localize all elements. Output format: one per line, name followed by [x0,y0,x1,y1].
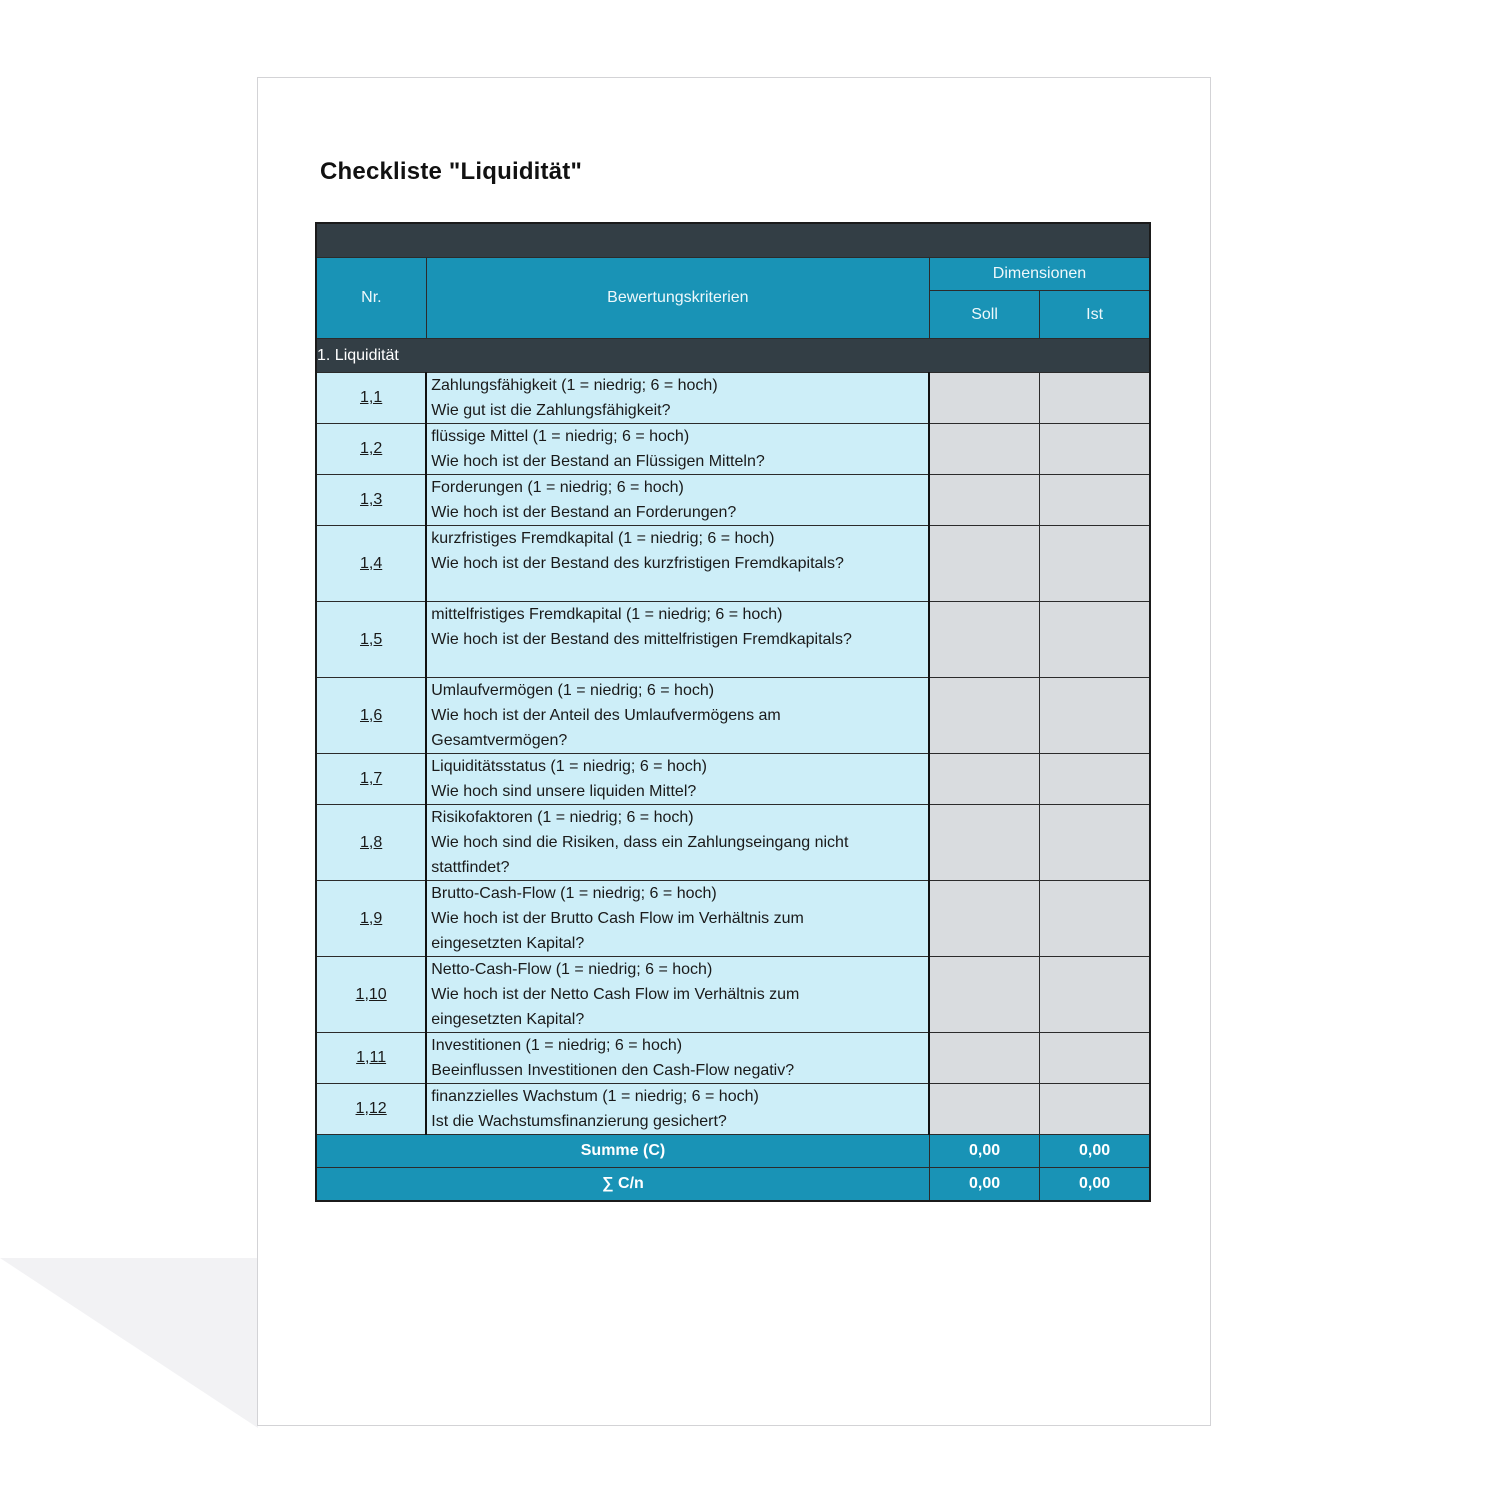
section-row [316,339,1150,373]
ist-input-cell[interactable] [1040,805,1150,881]
table-row [316,678,1150,754]
sum-label: Summe (C) [316,1135,929,1168]
criteria-question: Wie hoch ist der Netto Cash Flow im Verhältnis zum [431,986,800,1003]
header-criteria: Bewertungskriterien [426,258,929,339]
ist-input-cell[interactable] [1040,678,1150,754]
table-row [316,805,1150,881]
criteria-question: eingesetzten Kapital? [431,1011,585,1028]
criteria-title: finanzzielles Wachstum (1 = niedrig; 6 = hoch) [431,1088,759,1105]
ist-input-cell[interactable] [1040,475,1150,526]
row-number-link[interactable]: 1,1 [316,373,426,424]
criteria-question: Gesamtvermögen? [431,732,568,749]
ist-input-cell[interactable] [1040,957,1150,1033]
row-number-link[interactable]: 1,3 [316,475,426,526]
average-label: ∑ C/n [316,1168,929,1202]
criteria-cell [426,754,929,805]
row-number-link[interactable]: 1,10 [316,957,426,1033]
ist-input-cell[interactable] [1040,526,1150,602]
header-soll: Soll [929,291,1039,339]
criteria-cell [426,1084,929,1135]
row-number-link[interactable]: 1,12 [316,1084,426,1135]
criteria-question: Wie hoch ist der Bestand des mittelfristigen Fremdkapitals? [431,631,852,648]
table-row [316,957,1150,1033]
average-row [316,1168,1150,1202]
criteria-question: stattfindet? [431,859,510,876]
criteria-title: Umlaufvermögen (1 = niedrig; 6 = hoch) [431,682,715,699]
soll-input-cell[interactable] [929,805,1039,881]
criteria-title: Risikofaktoren (1 = niedrig; 6 = hoch) [431,809,694,826]
ist-input-cell[interactable] [1040,424,1150,475]
header-nr: Nr. [316,258,426,339]
soll-input-cell[interactable] [929,754,1039,805]
soll-input-cell[interactable] [929,373,1039,424]
criteria-title: mittelfristiges Fremdkapital (1 = niedrig; 6 = hoch) [431,606,783,623]
criteria-cell [426,881,929,957]
criteria-title: flüssige Mittel (1 = niedrig; 6 = hoch) [431,428,690,445]
ist-input-cell[interactable] [1040,881,1150,957]
table-row [316,881,1150,957]
criteria-cell [426,1033,929,1084]
criteria-question: eingesetzten Kapital? [431,935,585,952]
criteria-title: Investitionen (1 = niedrig; 6 = hoch) [431,1037,683,1054]
criteria-question: Wie hoch ist der Bestand an Forderungen? [431,504,737,521]
table-row [316,475,1150,526]
row-number-link[interactable]: 1,2 [316,424,426,475]
checklist-table [315,222,1151,1202]
ist-input-cell[interactable] [1040,1033,1150,1084]
row-number-link[interactable]: 1,6 [316,678,426,754]
criteria-question: Wie hoch sind unsere liquiden Mittel? [431,783,697,800]
ist-input-cell[interactable] [1040,602,1150,678]
page-shadow [0,1258,258,1428]
soll-input-cell[interactable] [929,424,1039,475]
row-number-link[interactable]: 1,9 [316,881,426,957]
criteria-title: Brutto-Cash-Flow (1 = niedrig; 6 = hoch) [431,885,717,902]
criteria-question: Wie hoch ist der Bestand des kurzfristigen Fremdkapitals? [431,555,844,572]
header-dimensions: Dimensionen [929,258,1150,291]
table-row [316,424,1150,475]
sum-ist-value: 0,00 [1040,1135,1150,1168]
table-row [316,602,1150,678]
table-row [316,526,1150,602]
criteria-cell [426,475,929,526]
soll-input-cell[interactable] [929,957,1039,1033]
row-number-link[interactable]: 1,7 [316,754,426,805]
soll-input-cell[interactable] [929,1084,1039,1135]
soll-input-cell[interactable] [929,526,1039,602]
criteria-title: Forderungen (1 = niedrig; 6 = hoch) [431,479,684,496]
table-top-bar [316,223,1150,258]
criteria-cell [426,602,929,678]
criteria-question: Wie hoch sind die Risiken, dass ein Zahlungseingang nicht [431,834,849,851]
table-row [316,754,1150,805]
criteria-question: Beeinflussen Investitionen den Cash-Flow negativ? [431,1062,795,1079]
criteria-cell [426,424,929,475]
criteria-cell [426,957,929,1033]
criteria-title: kurzfristiges Fremdkapital (1 = niedrig; 6 = hoch) [431,530,775,547]
criteria-title: Zahlungsfähigkeit (1 = niedrig; 6 = hoch) [431,377,718,394]
average-soll-value: 0,00 [929,1168,1039,1202]
sum-soll-value: 0,00 [929,1135,1039,1168]
average-ist-value: 0,00 [1040,1168,1150,1202]
soll-input-cell[interactable] [929,475,1039,526]
criteria-cell [426,805,929,881]
row-number-link[interactable]: 1,8 [316,805,426,881]
ist-input-cell[interactable] [1040,373,1150,424]
page-title: Checkliste "Liquidität" [320,158,583,185]
table-row [316,373,1150,424]
soll-input-cell[interactable] [929,881,1039,957]
soll-input-cell[interactable] [929,1033,1039,1084]
criteria-question: Wie hoch ist der Brutto Cash Flow im Verhältnis zum [431,910,804,927]
header-ist: Ist [1040,291,1150,339]
table-row [316,1084,1150,1135]
criteria-question: Wie hoch ist der Bestand an Flüssigen Mitteln? [431,453,765,470]
criteria-question: Wie gut ist die Zahlungsfähigkeit? [431,402,671,419]
ist-input-cell[interactable] [1040,1084,1150,1135]
criteria-title: Liquiditätsstatus (1 = niedrig; 6 = hoch) [431,758,707,775]
ist-input-cell[interactable] [1040,754,1150,805]
criteria-cell [426,373,929,424]
table-row [316,1033,1150,1084]
section-label: 1. Liquidität [316,339,1150,373]
soll-input-cell[interactable] [929,678,1039,754]
criteria-cell [426,526,929,602]
row-number-link[interactable]: 1,11 [316,1033,426,1084]
criteria-cell [426,678,929,754]
criteria-title: Netto-Cash-Flow (1 = niedrig; 6 = hoch) [431,961,713,978]
criteria-question: Wie hoch ist der Anteil des Umlaufvermögens am [431,707,781,724]
row-number-link[interactable]: 1,4 [316,526,426,602]
sum-row [316,1135,1150,1168]
soll-input-cell[interactable] [929,602,1039,678]
criteria-question: Ist die Wachstumsfinanzierung gesichert? [431,1113,727,1130]
row-number-link[interactable]: 1,5 [316,602,426,678]
